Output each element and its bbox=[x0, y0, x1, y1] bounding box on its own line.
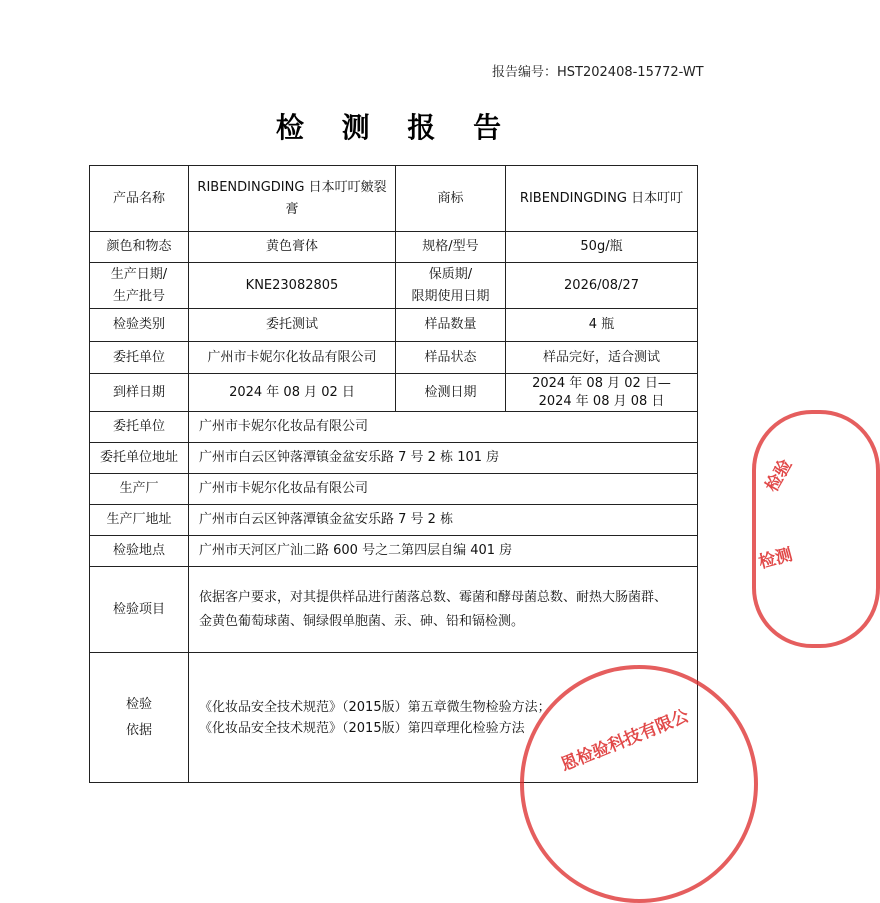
color-label: 颜色和物态 bbox=[90, 232, 189, 263]
client-value: 广州市卡妮尔化妆品有限公司 bbox=[189, 342, 396, 374]
basis-line-2: 《化妆品安全技术规范》（2015版）第四章理化检验方法 bbox=[199, 720, 525, 736]
arrival-value: 2024 年 08 月 02 日 bbox=[189, 374, 396, 412]
mfg-label-line-1: 生产日期/ bbox=[110, 266, 168, 282]
sample-state-label: 样品状态 bbox=[396, 342, 506, 374]
table-row bbox=[90, 263, 698, 309]
expiry-value: 2026/08/27 bbox=[506, 263, 698, 309]
mfg-value: KNE23082805 bbox=[189, 263, 396, 309]
table-row bbox=[90, 567, 698, 653]
test-items-value bbox=[189, 567, 698, 653]
product-name-value: RIBENDINGDING 日本叮叮皴裂膏 bbox=[189, 166, 396, 232]
spec-value: 50g/瓶 bbox=[506, 232, 698, 263]
report-number bbox=[492, 61, 722, 80]
sample-qty-value: 4 瓶 bbox=[506, 309, 698, 342]
test-date-label: 检测日期 bbox=[396, 374, 506, 412]
product-name-label: 产品名称 bbox=[90, 166, 189, 232]
table-row bbox=[90, 166, 698, 232]
basis-label bbox=[90, 653, 189, 783]
table-row bbox=[90, 443, 698, 474]
manufacturer-label: 生产厂 bbox=[90, 474, 189, 505]
spec-label: 规格/型号 bbox=[396, 232, 506, 263]
arrival-label: 到样日期 bbox=[90, 374, 189, 412]
table-row bbox=[90, 536, 698, 567]
expiry-label-line-2: 限期使用日期 bbox=[411, 288, 490, 304]
client2-value: 广州市卡妮尔化妆品有限公司 bbox=[189, 412, 698, 443]
sample-state-value: 样品完好，适合测试 bbox=[506, 342, 698, 374]
client-label: 委托单位 bbox=[90, 342, 189, 374]
test-type-value: 委托测试 bbox=[189, 309, 396, 342]
test-type-label: 检验类别 bbox=[90, 309, 189, 342]
page-title: 检 测 报 告 bbox=[275, 111, 516, 144]
sample-qty-label: 样品数量 bbox=[396, 309, 506, 342]
stamp-text-1: 检验 bbox=[762, 456, 797, 496]
mfg-label bbox=[90, 263, 189, 309]
manufacturer-addr-value: 广州市白云区钟落潭镇金盆安乐路 7 号 2 栋 bbox=[189, 505, 698, 536]
basis-label-line-2: 依据 bbox=[125, 722, 152, 738]
test-date-value bbox=[506, 374, 698, 412]
color-value: 黄色膏体 bbox=[189, 232, 396, 263]
mfg-label-line-2: 生产批号 bbox=[112, 288, 165, 304]
test-items-line-2: 金黄色葡萄球菌、铜绿假单胞菌、汞、砷、铅和镉检测。 bbox=[199, 613, 525, 629]
stamp-text-2: 检测 bbox=[756, 544, 795, 573]
manufacturer-addr-label: 生产厂地址 bbox=[90, 505, 189, 536]
table-row bbox=[90, 342, 698, 374]
basis-line-1: 《化妆品安全技术规范》（2015版）第五章微生物检验方法； bbox=[199, 699, 551, 715]
client-addr-value: 广州市白云区钟落潭镇金盆安乐路 7 号 2 栋 101 房 bbox=[189, 443, 698, 474]
manufacturer-value: 广州市卡妮尔化妆品有限公司 bbox=[189, 474, 698, 505]
test-items-label: 检验项目 bbox=[90, 567, 189, 653]
expiry-label bbox=[396, 263, 506, 309]
test-site-label: 检验地点 bbox=[90, 536, 189, 567]
test-date-start: 2024 年 08 月 02 日— bbox=[532, 375, 671, 391]
table-row bbox=[90, 309, 698, 342]
table-row bbox=[90, 374, 698, 412]
table-row bbox=[90, 474, 698, 505]
test-site-value: 广州市天河区广汕二路 600 号之二第四层自编 401 房 bbox=[189, 536, 698, 567]
red-seal-stamp-right bbox=[752, 410, 880, 648]
red-seal-stamp-bottom bbox=[520, 665, 758, 903]
table-row bbox=[90, 505, 698, 536]
table-row bbox=[90, 412, 698, 443]
table-row bbox=[90, 232, 698, 263]
report-number-value: HST202408-15772-WT bbox=[557, 65, 704, 80]
client2-label: 委托单位 bbox=[90, 412, 189, 443]
client-addr-label: 委托单位地址 bbox=[90, 443, 189, 474]
trademark-value: RIBENDINGDING 日本叮叮 bbox=[506, 166, 698, 232]
expiry-label-line-1: 保质期/ bbox=[428, 266, 473, 282]
test-date-end: 2024 年 08 月 08 日 bbox=[538, 393, 665, 409]
stamp-text-3: 恩检验科技有限公 bbox=[558, 706, 692, 776]
trademark-label: 商标 bbox=[396, 166, 506, 232]
basis-label-line-1: 检验 bbox=[125, 696, 152, 712]
test-items-line-1: 依据客户要求，对其提供样品进行菌落总数、霉菌和酵母菌总数、耐热大肠菌群、 bbox=[199, 589, 668, 605]
report-number-label: 报告编号： bbox=[492, 65, 558, 80]
